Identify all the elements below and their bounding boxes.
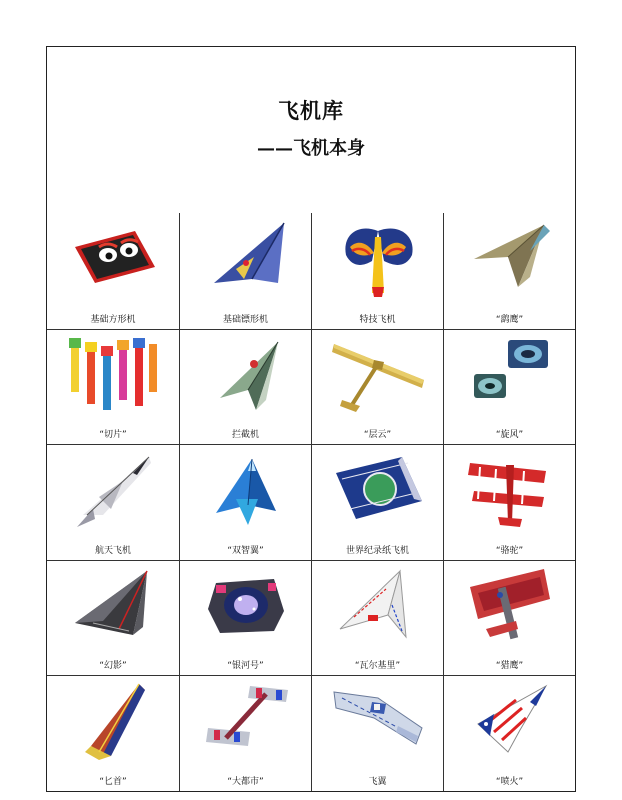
plane-cell xyxy=(47,213,179,329)
plane-cell xyxy=(47,560,179,676)
plane-cell xyxy=(443,675,575,791)
plane-cell xyxy=(443,213,575,329)
biplane-camel-icon xyxy=(460,449,560,531)
plane-cell xyxy=(311,213,443,329)
plane-cell xyxy=(311,444,443,560)
plane-cell xyxy=(47,444,179,560)
flying-wing-icon xyxy=(328,680,428,762)
plane-cell xyxy=(443,329,575,445)
plane-cell xyxy=(311,675,443,791)
plane-caption: “骆驼” xyxy=(495,545,524,556)
plane-caption: 飞翼 xyxy=(368,776,387,787)
plane-caption: 特技飞机 xyxy=(359,314,396,325)
plane-caption: “猎鹰” xyxy=(495,661,524,672)
spitfire-plane-icon xyxy=(460,680,560,762)
plane-cell xyxy=(47,675,179,791)
galaxy-saucer-icon xyxy=(196,565,296,647)
plane-caption: “双智翼” xyxy=(227,545,264,556)
plane-cell xyxy=(443,444,575,560)
plane-cell xyxy=(311,329,443,445)
strip-planes-icon xyxy=(63,334,163,416)
page-frame xyxy=(46,46,576,792)
valkyrie-plane-icon xyxy=(328,565,428,647)
plane-cell xyxy=(179,444,311,560)
plane-caption: 拦截机 xyxy=(231,430,259,441)
mirage-delta-plane-icon xyxy=(63,565,163,647)
metropolis-plane-icon xyxy=(196,680,296,762)
plane-caption: “旋风” xyxy=(495,430,524,441)
plane-caption: “大都市” xyxy=(227,776,264,787)
whirlwind-tube-icon xyxy=(460,334,560,416)
plane-cell xyxy=(179,329,311,445)
plane-caption: “喷火” xyxy=(495,776,524,787)
plane-caption: “层云” xyxy=(363,430,392,441)
plane-cell xyxy=(179,675,311,791)
plane-cell xyxy=(47,329,179,445)
plane-cell xyxy=(179,213,311,329)
dart-plane-icon xyxy=(196,217,296,299)
bird-face-kite-plane-icon xyxy=(63,217,163,299)
page-subtitle: ——飞机本身 xyxy=(257,138,365,159)
glider-plane-icon xyxy=(328,334,428,416)
plane-caption: “匕首” xyxy=(99,776,127,787)
plane-caption: “银河号” xyxy=(227,661,264,672)
plane-cell xyxy=(311,560,443,676)
plane-caption: 基础方形机 xyxy=(90,314,136,325)
plane-caption: 世界纪录纸飞机 xyxy=(345,545,409,556)
falcon-plane-icon xyxy=(460,565,560,647)
plane-caption: “鹞鹰” xyxy=(495,314,524,325)
plane-caption: “瓦尔基里” xyxy=(354,661,401,672)
plane-caption: “幻影” xyxy=(99,661,127,672)
hawk-plane-icon xyxy=(460,217,560,299)
plane-caption: “切片” xyxy=(99,430,127,441)
interceptor-plane-icon xyxy=(196,334,296,416)
blue-twin-wing-plane-icon xyxy=(196,449,296,531)
plane-cell xyxy=(443,560,575,676)
flame-butterfly-plane-icon xyxy=(328,217,428,299)
plane-grid xyxy=(47,213,575,791)
plane-cell xyxy=(179,560,311,676)
space-shuttle-icon xyxy=(63,449,163,531)
dagger-plane-icon xyxy=(63,680,163,762)
plane-caption: 航天飞机 xyxy=(94,545,131,556)
plane-caption: 基础镖形机 xyxy=(222,314,268,325)
page-title: 飞机库 xyxy=(278,98,344,123)
world-record-plane-icon xyxy=(328,449,428,531)
